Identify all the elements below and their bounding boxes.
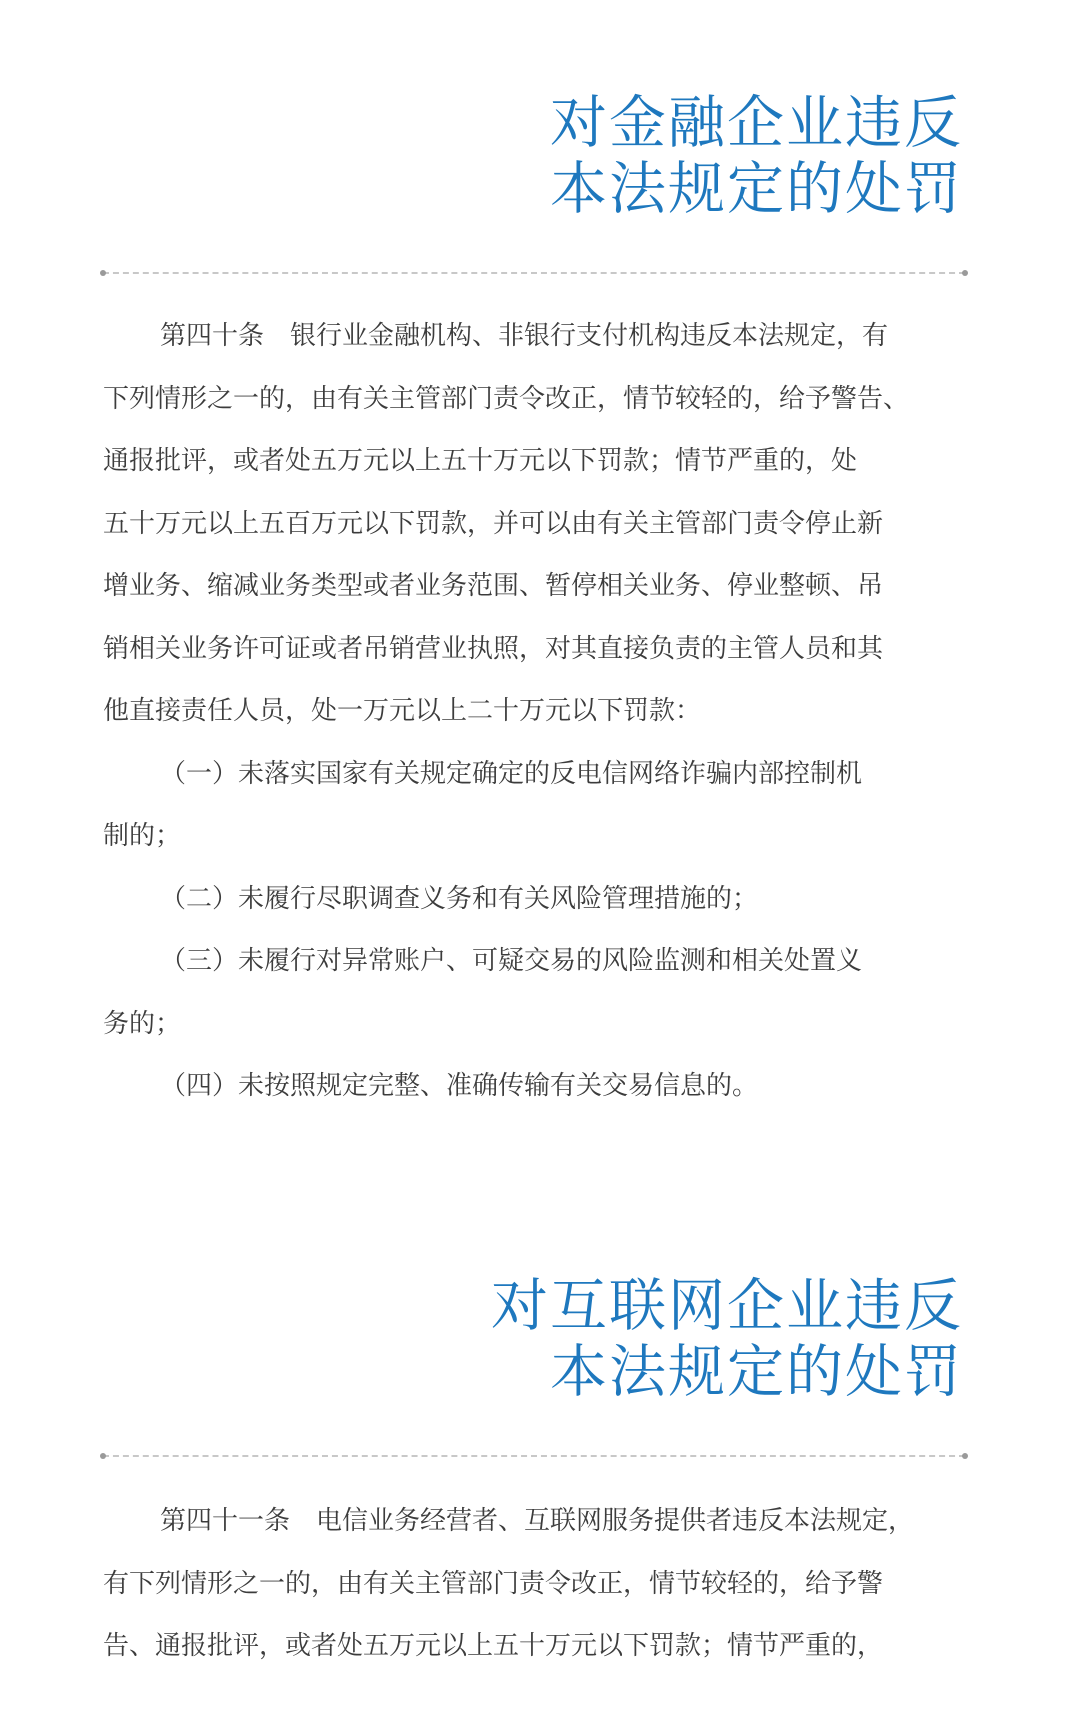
article-40-item-4: （四）未按照规定完整、准确传输有关交易信息的。 [160, 1071, 759, 1101]
section1-title [550, 90, 963, 222]
article-40-item-1: （一）未落实国家有关规定确定的反电信网络诈骗内部控制机 [160, 758, 863, 789]
article-40-item-2: （二）未履行尽职调查义务和有关风险管理措施的； [160, 883, 759, 914]
section2-title [491, 1273, 963, 1405]
article-40-item-3-cont: 务的； [103, 1008, 182, 1039]
article-40-line: 他直接责任人员，处一万元以上二十万元以下罚款： [103, 696, 702, 726]
article-41 [103, 1490, 973, 1678]
section1-title-line1: 对金融企业违反 [550, 90, 963, 156]
article-40 [103, 305, 973, 1118]
article-40-item-1-cont: 制的； [103, 821, 182, 851]
divider-dot-icon [962, 1453, 968, 1459]
section2-divider [103, 1455, 965, 1457]
article-40-line: 销相关业务许可证或者吊销营业执照，对其直接负责的主管人员和其 [103, 633, 884, 664]
article-40-line: 通报批评，或者处五万元以上五十万元以下罚款；情节严重的，处 [103, 446, 858, 476]
section2-title-line2: 本法规定的处罚 [550, 1339, 963, 1405]
article-40-line: 下列情形之一的，由有关主管部门责令改正，情节较轻的，给予警告、 [103, 383, 910, 414]
article-40-line: 五十万元以上五百万元以下罚款，并可以由有关主管部门责令停止新 [103, 508, 884, 539]
article-41-line: 有下列情形之一的，由有关主管部门责令改正，情节较轻的，给予警 [103, 1568, 884, 1599]
divider-dot-icon [100, 270, 106, 276]
section1-title-line2: 本法规定的处罚 [550, 156, 963, 222]
article-40-line: 第四十条 银行业金融机构、非银行支付机构违反本法规定，有 [160, 321, 889, 351]
article-40-item-3: （三）未履行对异常账户、可疑交易的风险监测和相关处置义 [160, 946, 863, 976]
article-41-line: 告、通报批评，或者处五万元以上五十万元以下罚款；情节严重的， [103, 1631, 884, 1661]
section1-divider [103, 272, 965, 274]
divider-dot-icon [100, 1453, 106, 1459]
article-41-line: 第四十一条 电信业务经营者、互联网服务提供者违反本法规定， [160, 1506, 915, 1536]
article-40-line: 增业务、缩减业务类型或者业务范围、暂停相关业务、停业整顿、吊 [103, 571, 884, 601]
divider-dot-icon [962, 270, 968, 276]
section2-title-line1: 对互联网企业违反 [491, 1273, 963, 1339]
